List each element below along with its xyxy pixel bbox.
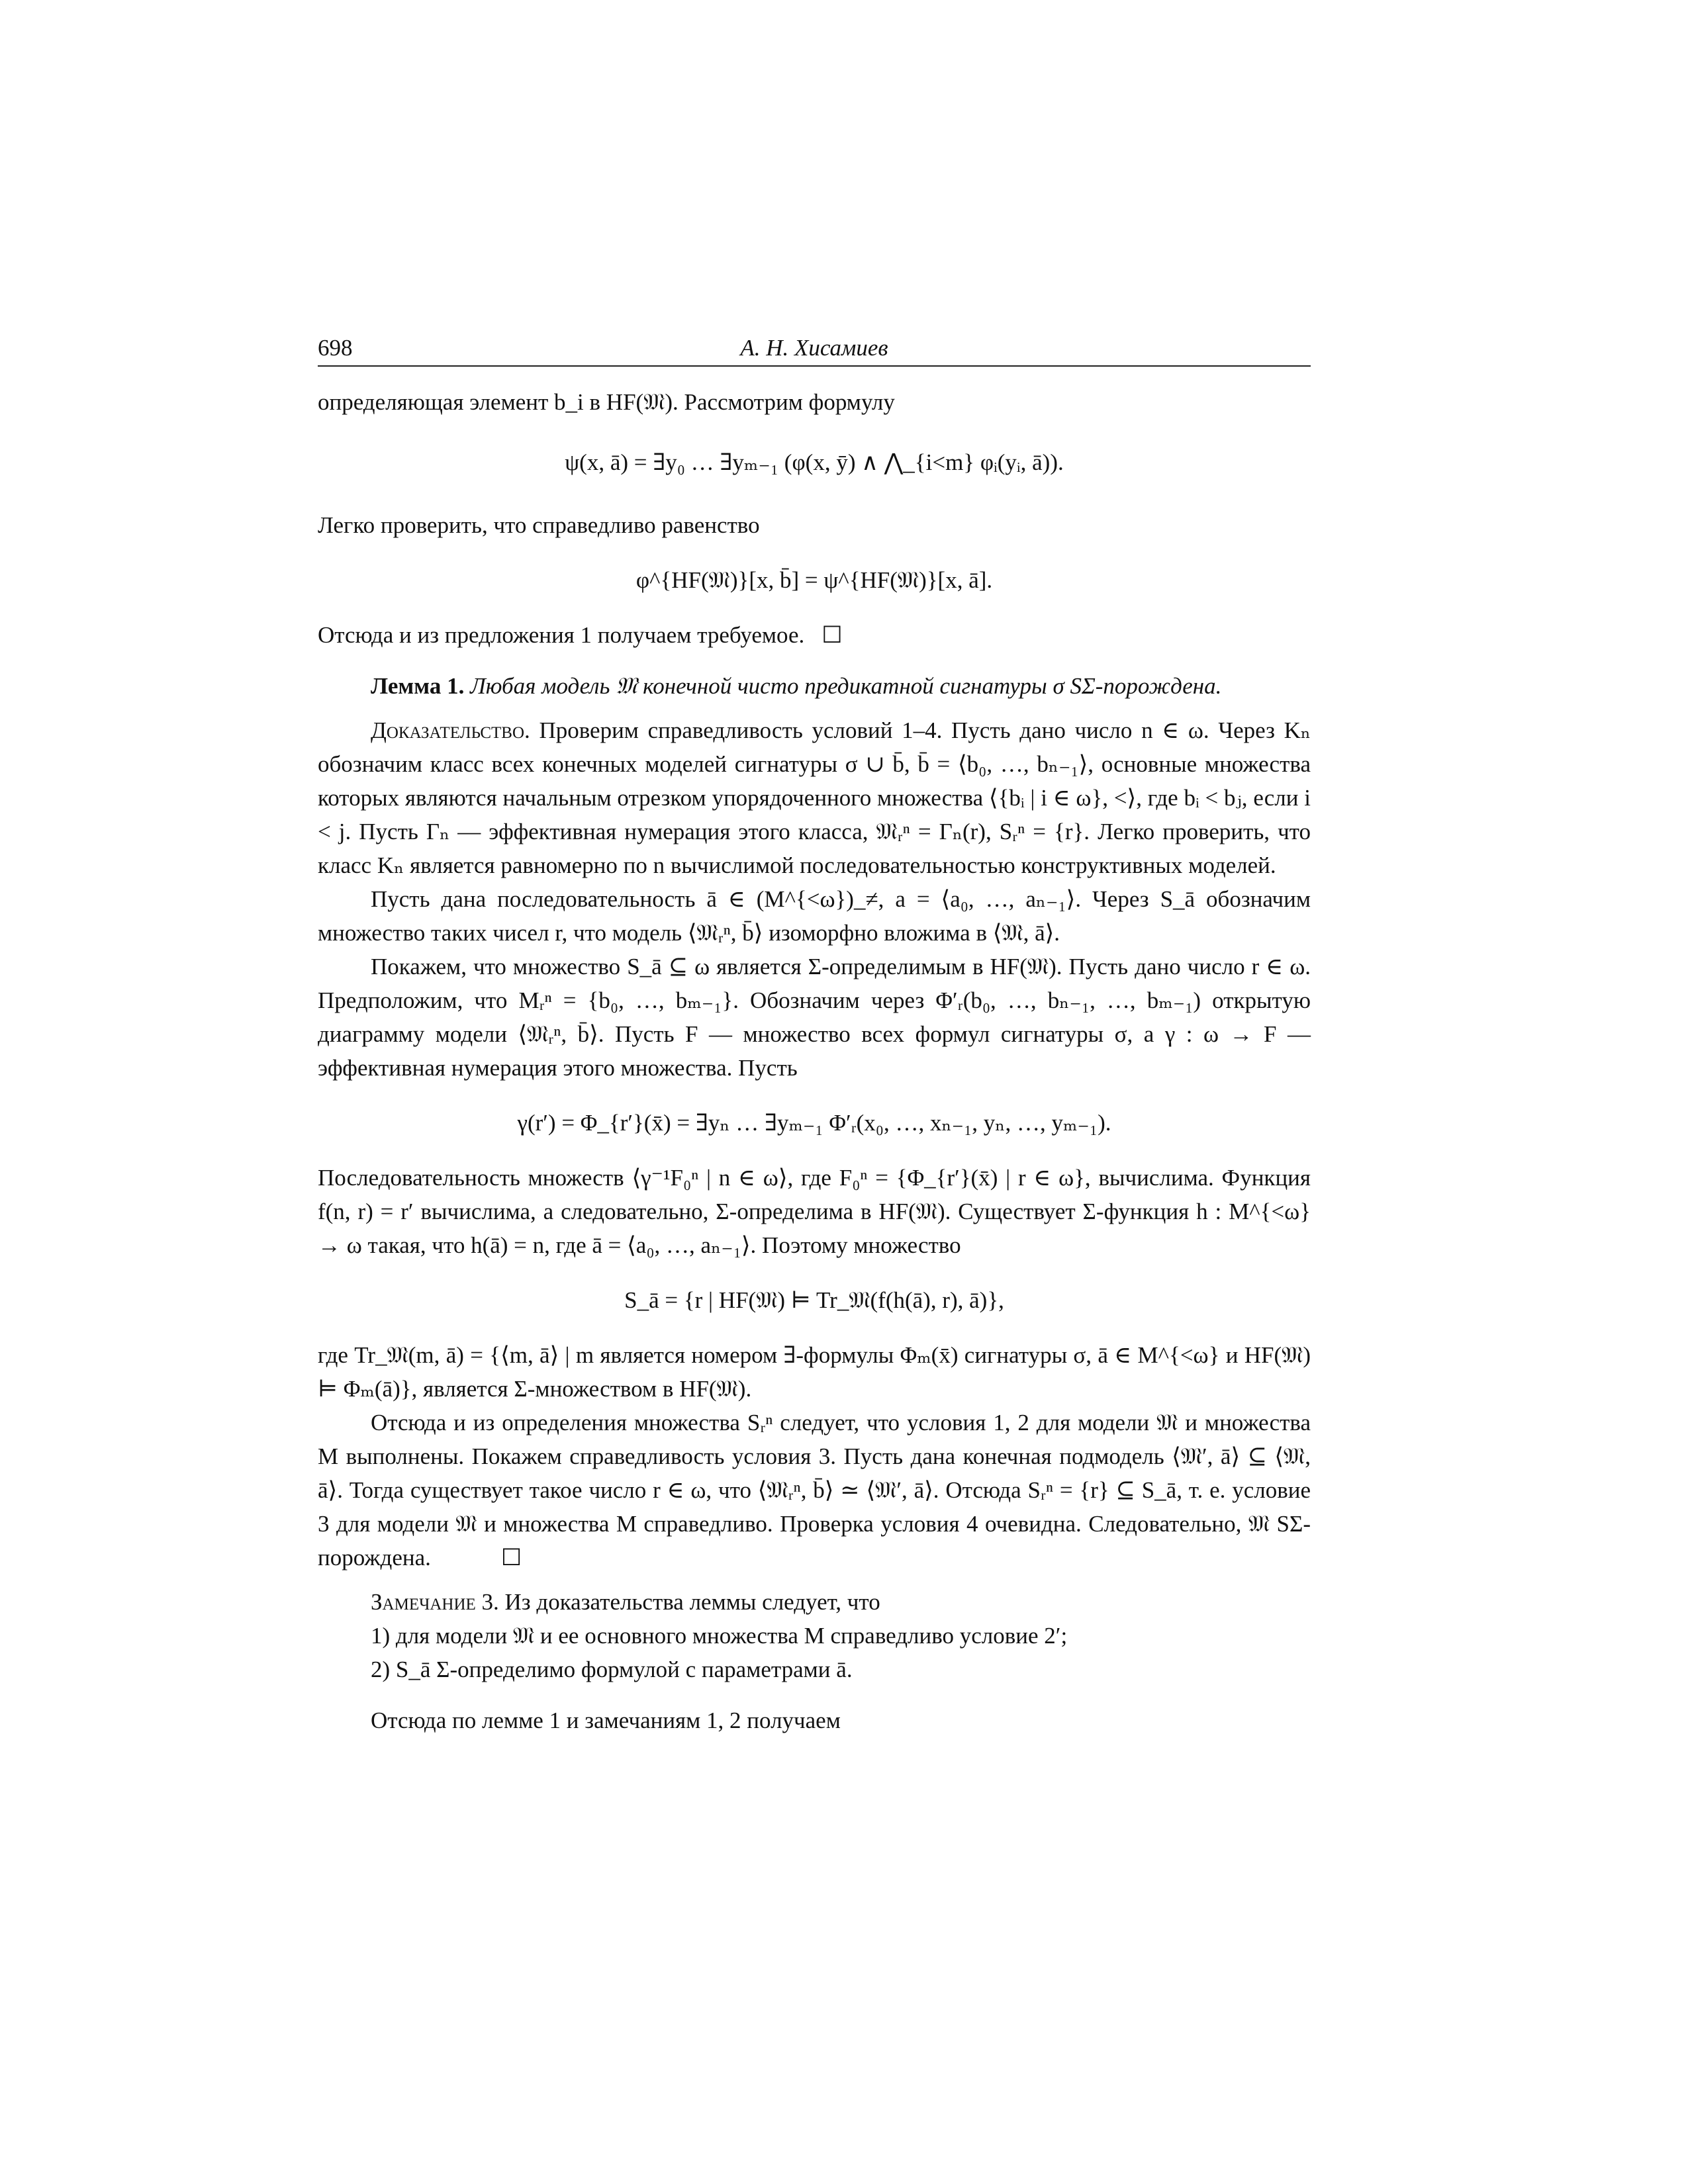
qed-icon: ☐ (500, 1545, 522, 1570)
paragraph-conclusion (318, 618, 1311, 652)
formula-s-a: S_ā = {r | HF(𝔐) ⊨ Tr_𝔐(f(h(ā), r), ā)}, (624, 1287, 1004, 1313)
running-header (318, 331, 1311, 367)
remark-text: Из доказательства леммы следует, что (504, 1589, 880, 1615)
page-number: 698 (318, 335, 353, 361)
running-author: А. Н. Хисамиев (740, 335, 888, 361)
lemma-statement: Любая модель 𝔐 конечной чисто предикатной сигнатуры σ SΣ-порождена. (470, 673, 1222, 699)
proof-paragraph-3: Покажем, что множество S_ā ⊆ ω является Σ-определимым в HF(𝔐). Пусть дано число r ∈ ω. Предположим, что Mᵣⁿ = {b₀, …, bₘ₋₁}. Обозначим через Φ′ᵣ(b₀, …, bₙ₋₁, …, bₘ₋₁) открытую диаграмму модели ⟨𝔐ᵣⁿ, b̄⟩. Пусть F — множество всех формул сигнатуры σ, а γ : ω → F — эффективная нумерация этого множества. Пусть (318, 954, 1311, 1081)
remark-item-1: 1) для модели 𝔐 и ее основного множества M справедливо условие 2′; (371, 1623, 1068, 1649)
formula-equality: φ^{HF(𝔐)}[x, b̄] = ψ^{HF(𝔐)}[x, ā]. (635, 567, 993, 593)
proof-paragraph-4: Последовательность множеств ⟨γ⁻¹F₀ⁿ | n ∈ ω⟩, где F₀ⁿ = {Φ_{r′}(x̄) | r ∈ ω}, вычислима. Функция f(n, r) = r′ вычислима, а следовательно, Σ-определима в HF(𝔐). Существует Σ-функция h : M^{<ω} → ω такая, что h(ā) = n, где ā = ⟨a₀, …, aₙ₋₁⟩. Поэтому множество (318, 1165, 1311, 1258)
closing-line: Отсюда по лемме 1 и замечаниям 1, 2 получаем (371, 1707, 841, 1733)
formula-gamma: γ(r′) = Φ_{r′}(x̄) = ∃yₙ … ∃yₘ₋₁ Φ′ᵣ(x₀, …, xₙ₋₁, yₙ, …, yₘ₋₁). (517, 1110, 1111, 1136)
paragraph-intro: определяющая элемент b_i в HF(𝔐). Рассмотрим формулу (318, 389, 895, 415)
proof-label: Доказательство. (371, 717, 530, 743)
proof-paragraph-5: где Tr_𝔐(m, ā) = {⟨m, ā⟩ | m является номером ∃-формулы Φₘ(x̄) сигнатуры σ, ā ∈ M^{<ω} и HF(𝔐) ⊨ Φₘ(ā)}, является Σ-множеством в HF(𝔐). (318, 1342, 1311, 1402)
proof-paragraph-6 (318, 1406, 1311, 1574)
conclusion-text: Отсюда и из предложения 1 получаем требуемое. (318, 622, 805, 648)
remark-label: Замечание 3. (371, 1589, 499, 1615)
formula-psi: ψ(x, ā) = ∃y₀ … ∃yₘ₋₁ (φ(x, ȳ) ∧ ⋀_{i<m} φᵢ(yᵢ, ā)). (565, 449, 1064, 475)
lemma-1 (318, 669, 1311, 703)
remark-item-2: 2) S_ā Σ-определимо формулой с параметрами ā. (371, 1657, 853, 1682)
proof-paragraph-1 (318, 713, 1311, 882)
proof-paragraph-2: Пусть дана последовательность ā ∈ (M^{<ω})_≠, a = ⟨a₀, …, aₙ₋₁⟩. Через S_ā обозначим множество таких чисел r, что модель ⟨𝔐ᵣⁿ, b̄⟩ изоморфно вложима в ⟨𝔐, ā⟩. (318, 886, 1311, 946)
paragraph-equality: Легко проверить, что справедливо равенство (318, 512, 760, 538)
proof-text-6: Отсюда и из определения множества Sᵣⁿ следует, что условия 1, 2 для модели 𝔐 и множества M выполнены. Покажем справедливость условия 3. Пусть дана конечная подмодель ⟨𝔐′, ā⟩ ⊆ ⟨𝔐, ā⟩. Тогда существует такое число r ∈ ω, что ⟨𝔐ᵣⁿ, b̄⟩ ≃ ⟨𝔐′, ā⟩. Отсюда Sᵣⁿ = {r} ⊆ S_ā, т. е. условие 3 для модели 𝔐 и множества M справедливо. Проверка условия 4 очевидна. Следовательно, 𝔐 SΣ-порождена. (318, 1410, 1311, 1570)
remark-3 (318, 1585, 1311, 1619)
page (318, 331, 1311, 1737)
qed-icon: ☐ (821, 622, 843, 648)
proof-text-1: Проверим справедливость условий 1–4. Пусть дано число n ∈ ω. Через Kₙ обозначим класс всех конечных моделей сигнатуры σ ∪ b̄, b̄ = ⟨b₀, …, bₙ₋₁⟩, основные множества которых являются начальным отрезком упорядоченного множества ⟨{bᵢ | i ∈ ω}, <⟩, где bᵢ < bⱼ, если i < j. Пусть Γₙ — эффективная нумерация этого класса, 𝔐ᵣⁿ = Γₙ(r), Sᵣⁿ = {r}. Легко проверить, что класс Kₙ является равномерно по n вычислимой последовательностью конструктивных моделей. (318, 717, 1311, 878)
lemma-title: Лемма 1. (371, 673, 465, 699)
